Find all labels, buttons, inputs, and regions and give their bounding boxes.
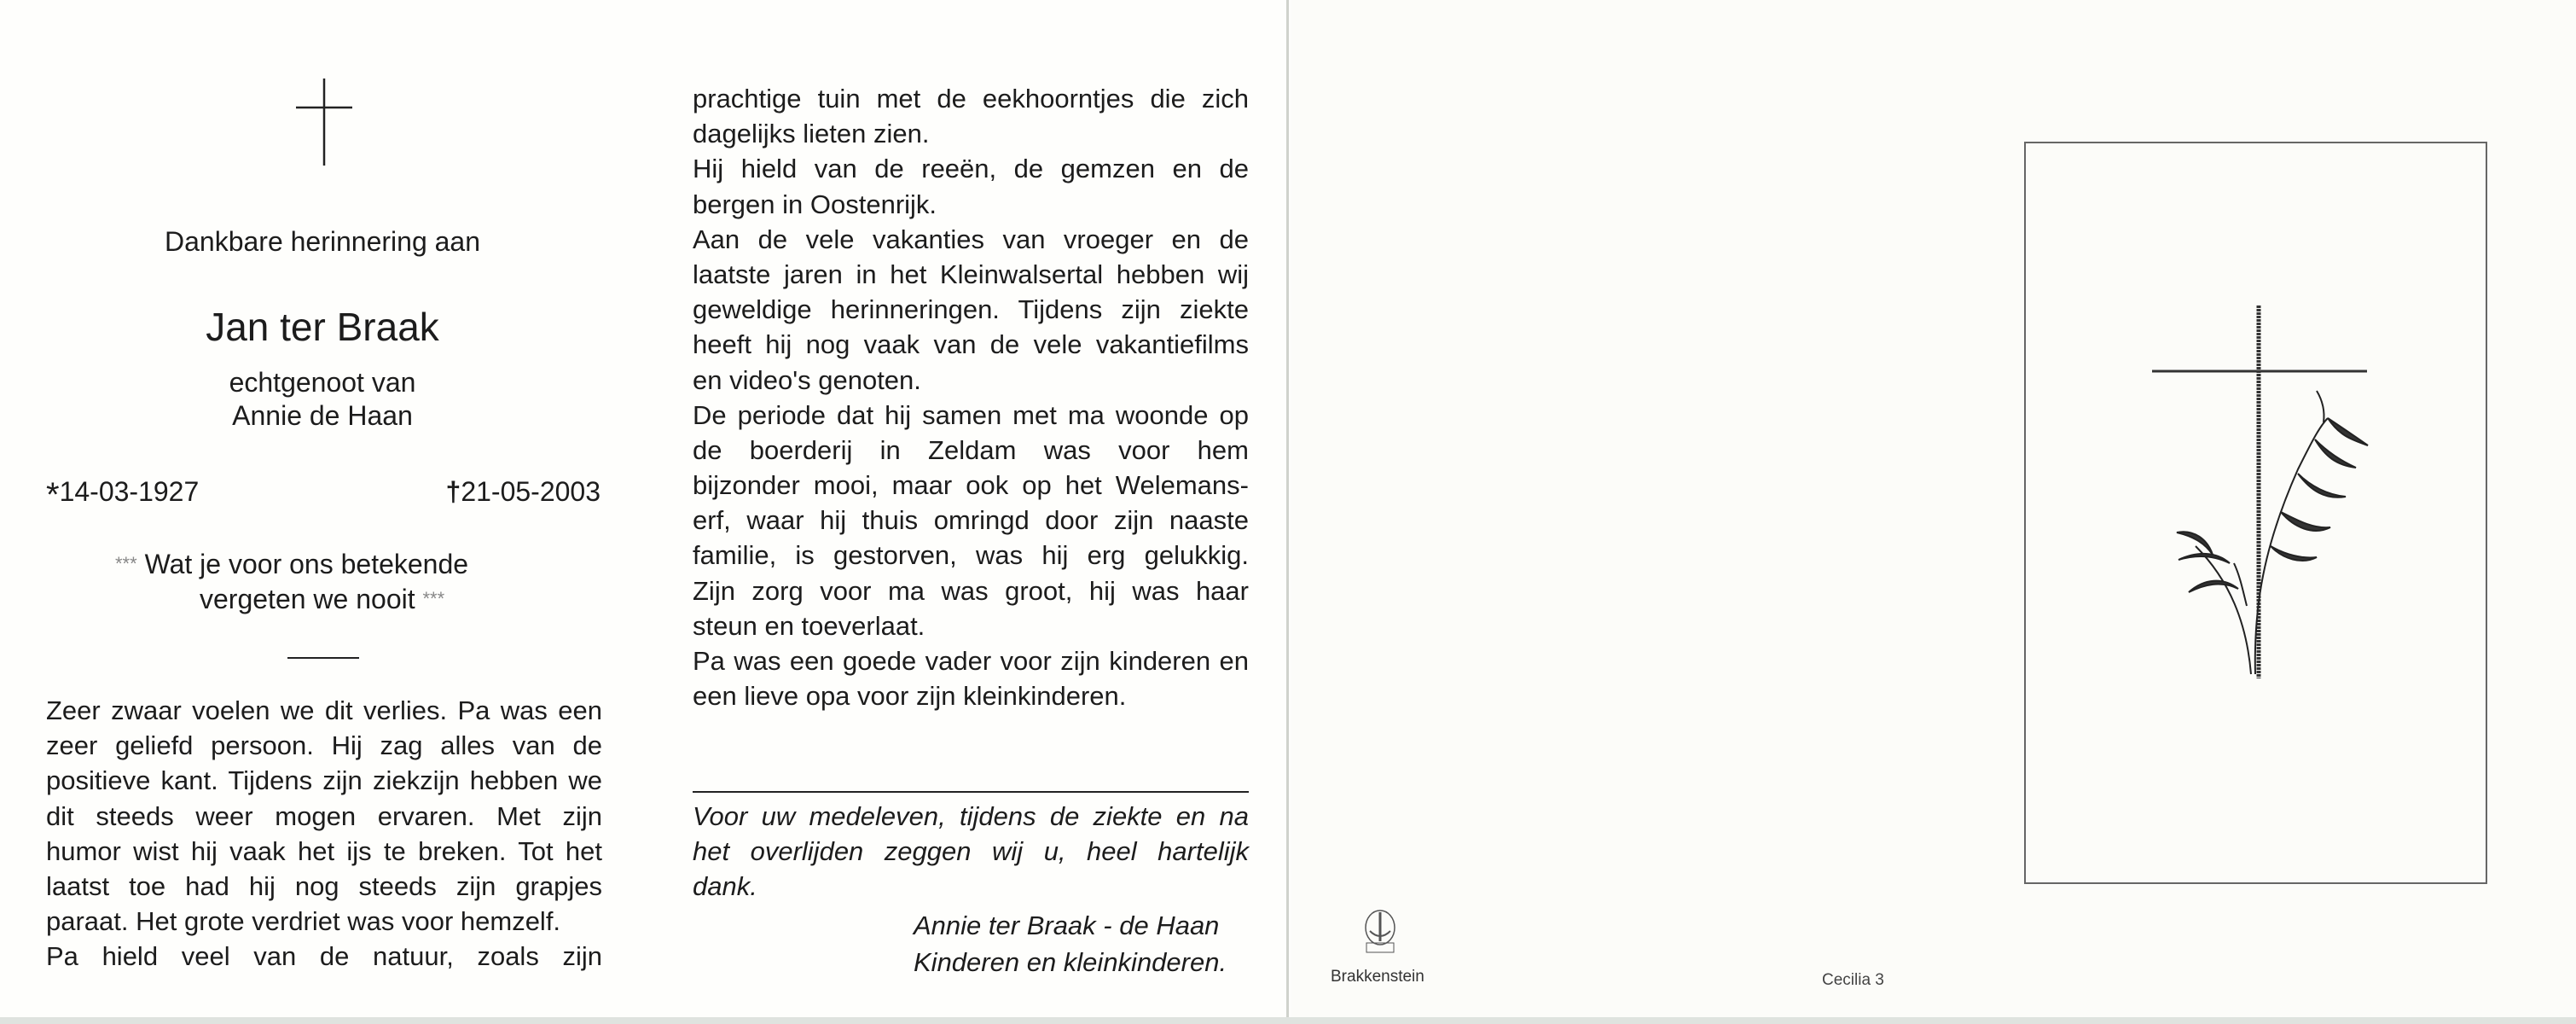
death-date: 21-05-2003 — [461, 476, 600, 507]
birth-star-icon: * — [46, 476, 60, 514]
scan-bottom-edge — [0, 1017, 2576, 1024]
tribute-column-1 — [46, 693, 602, 975]
text-line: Hij hield van de reeën, de gemzen en de — [693, 154, 1249, 184]
motto-text-1: Wat je voor ons betekende — [144, 549, 469, 579]
death-date-line — [446, 476, 600, 508]
text-line: een lieve opa voor zijn kleinkinderen. — [693, 681, 1127, 712]
text-line: steun en toeverlaat. — [693, 610, 925, 641]
signature — [914, 907, 1227, 980]
cross-icon — [294, 77, 354, 167]
text-line: Zijn zorg voor ma was groot, hij was haar — [693, 575, 1249, 606]
short-divider — [287, 657, 359, 659]
thanks-text — [693, 799, 1249, 905]
birth-date-line — [46, 476, 199, 515]
thanks-line: Voor uw medeleven, tijdens de ziekte en na — [693, 801, 1249, 831]
text-line: Pa hield veel van de natuur, zoals zijn — [46, 941, 602, 972]
thanks-line: dank. — [693, 871, 757, 902]
cross-with-plant-icon — [2127, 299, 2426, 683]
spouse-name: Annie de Haan — [232, 400, 413, 431]
text-line: geweldige herinneringen. Tijdens zijn ziekte — [693, 294, 1249, 325]
motto-line-1 — [115, 549, 468, 580]
text-line: humor wist hij vaak het ijs te breken. Tot het — [46, 835, 602, 866]
text-line: paraat. Het grote verdriet was voor hemzelf. — [46, 906, 561, 937]
text-line: laatst toe had hij nog steeds zijn grapjes — [46, 870, 602, 901]
tribute-column-2 — [693, 81, 1249, 713]
text-line: erf, waar hij thuis omringd door zijn naaste — [693, 505, 1249, 536]
text-line: zeer geliefd persoon. Hij zag alles van de — [46, 730, 602, 761]
thanks-line: het overlijden zeggen wij u, heel hartelijk — [693, 836, 1249, 867]
text-line: dagelijks lieten zien. — [693, 119, 930, 149]
text-line: laatste jaren in het Kleinwalsertal hebben wij — [693, 259, 1249, 289]
text-line: de boerderij in Zeldam was voor hem — [693, 434, 1249, 465]
signature-line-2: Kinderen en kleinkinderen. — [914, 947, 1227, 977]
text-line: De periode dat hij samen met ma woonde op — [693, 399, 1249, 430]
death-cross-icon: † — [445, 476, 461, 507]
text-line: bergen in Oostenrijk. — [693, 189, 937, 219]
deceased-name: Jan ter Braak — [206, 305, 439, 349]
text-line: Aan de vele vakanties van vroeger en de — [693, 224, 1249, 254]
motto-stars-icon: *** — [422, 588, 445, 609]
text-line: dit steeds weer mogen ervaren. Met zijn — [46, 800, 602, 831]
thanks-divider — [693, 791, 1249, 793]
beugelinck-logo — [1361, 907, 1399, 955]
text-line: prachtige tuin met de eekhoorntjes die zich — [693, 84, 1249, 113]
text-line: positieve kant. Tijdens zijn ziekzijn hebben we — [46, 765, 602, 796]
right-card-page — [1291, 0, 2576, 1017]
publisher-name: Brakkenstein — [1331, 968, 1424, 986]
motto-stars-icon: *** — [115, 553, 137, 574]
motto-text-2: vergeten we nooit — [200, 584, 415, 614]
motto-line-2 — [200, 584, 444, 615]
signature-line-1: Annie ter Braak - de Haan — [914, 911, 1220, 940]
left-card-page — [0, 0, 1289, 1017]
intro-text: Dankbare herinnering aan — [164, 226, 481, 257]
card-model: Cecilia 3 — [1822, 971, 1884, 989]
text-line: Pa was een goede vader voor zijn kinderen en — [693, 646, 1249, 676]
text-line: familie, is gestorven, was hij erg gelukkig. — [693, 540, 1249, 571]
birth-date: 14-03-1927 — [59, 476, 200, 507]
text-line: Zeer zwaar voelen we dit verlies. Pa was een — [46, 695, 602, 725]
text-line: en video's genoten. — [693, 364, 921, 395]
spouse-label: echtgenoot van — [229, 367, 416, 398]
text-line: bijzonder mooi, maar ook op het Welemans- — [693, 470, 1249, 501]
text-line: heeft hij nog vaak van de vele vakantiefilms — [693, 329, 1249, 360]
